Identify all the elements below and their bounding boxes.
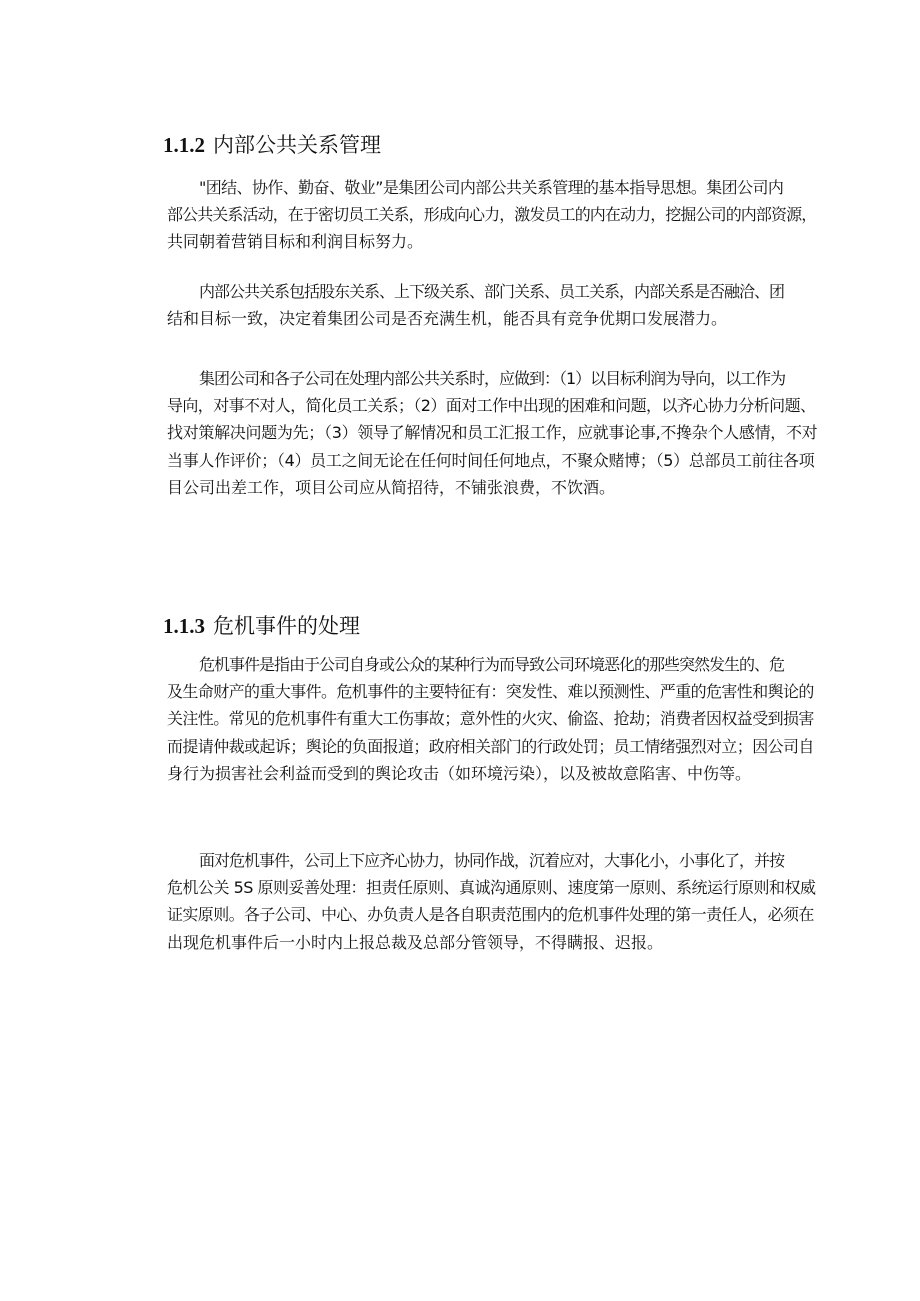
paragraph — [135, 278, 785, 332]
paragraph-line: "团结、协作、勤奋、敬业”是集团公司内部公共关系管理的基本指导思想。集团公司内 — [199, 178, 784, 197]
paragraph-line: 部公共关系活动，在于密切员工关系，形成向心力，激发员工的内在动力，挖掘公司的内部资源， — [167, 205, 817, 225]
section-heading-1-1-3 — [163, 612, 360, 640]
paragraph-line: 结和目标一致，决定着集团公司是否充满生机，能否具有竞争优期口发展潜力。 — [167, 309, 728, 329]
paragraph-line: 内部公共关系包括股东关系、上下级关系、部门关系、员工关系，内部关系是否融洽、团 — [199, 282, 785, 301]
section-number: 1.1.3 — [163, 614, 205, 638]
section-number: 1.1.2 — [163, 133, 205, 157]
paragraph-line: 目公司出差工作，项目公司应从简招待，不铺张浪费，不饮酒。 — [167, 477, 616, 497]
section-title: 内部公共关系管理 — [213, 133, 381, 157]
paragraph-line: 关注性。常见的危机事件有重大工伤事故；意外性的火灾、偷盗、抢劫；消费者因权益受到损害 — [167, 709, 814, 729]
paragraph-line: 而提请仲裁或起诉；舆论的负面报道；政府相关部门的行政处罚；员工情绪强烈对立；因公司自 — [167, 736, 814, 756]
paragraph-line: 面对危机事件，公司上下应齐心协力，协同作战，沉着应对，大事化小，小事化了，并按 — [199, 851, 785, 870]
paragraph-line: 身行为损害社会利益而受到的舆论攻击（如环境污染），以及被故意陷害、中伤等。 — [167, 763, 752, 783]
paragraph-line: 危机事件是指由于公司自身或公众的某种行为而导致公司环境恶化的那些突然发生的、危 — [199, 655, 785, 674]
paragraph-line: 证实原则。各子公司、中心、办负责人是各自职责范围内的危机事件处理的第一责任人，必须在 — [167, 905, 814, 925]
paragraph — [135, 174, 817, 256]
section-title: 危机事件的处理 — [213, 614, 360, 638]
paragraph-line: 及生命财产的重大事件。危机事件的主要特征有：突发性、难以预测性、严重的危害性和舆论的 — [167, 682, 814, 702]
paragraph-line: 当事人作评价；（4）员工之间无论在任何时间任何地点，不聚众赌博；（5）总部员工前往各项 — [167, 450, 815, 470]
paragraph-line: 共同朝着营销目标和利润目标努力。 — [167, 232, 424, 252]
paragraph-line: 出现危机事件后一小时内上报总裁及总部分管领导，不得瞒报、迟报。 — [167, 932, 664, 952]
paragraph-line: 危机公关 5S 原则妥善处理：担责任原则、真诚沟通原则、速度第一原则、系统运行原则和权威 — [167, 878, 816, 898]
paragraph — [135, 651, 814, 787]
section-heading-1-1-2 — [163, 131, 381, 159]
paragraph — [135, 365, 818, 501]
paragraph — [135, 847, 816, 956]
paragraph-line: 集团公司和各子公司在处理内部公共关系时，应做到：（1）以目标利润为导向，以工作为 — [199, 369, 786, 388]
paragraph-line: 导向，对事不对人，简化员工关系；（2）面对工作中出现的困难和问题，以齐心协力分析问题、 — [167, 396, 816, 416]
paragraph-line: 找对策解决问题为先；（3）领导了解情况和员工汇报工作，应就事论事,不搀杂个人感情，不对 — [167, 423, 818, 443]
